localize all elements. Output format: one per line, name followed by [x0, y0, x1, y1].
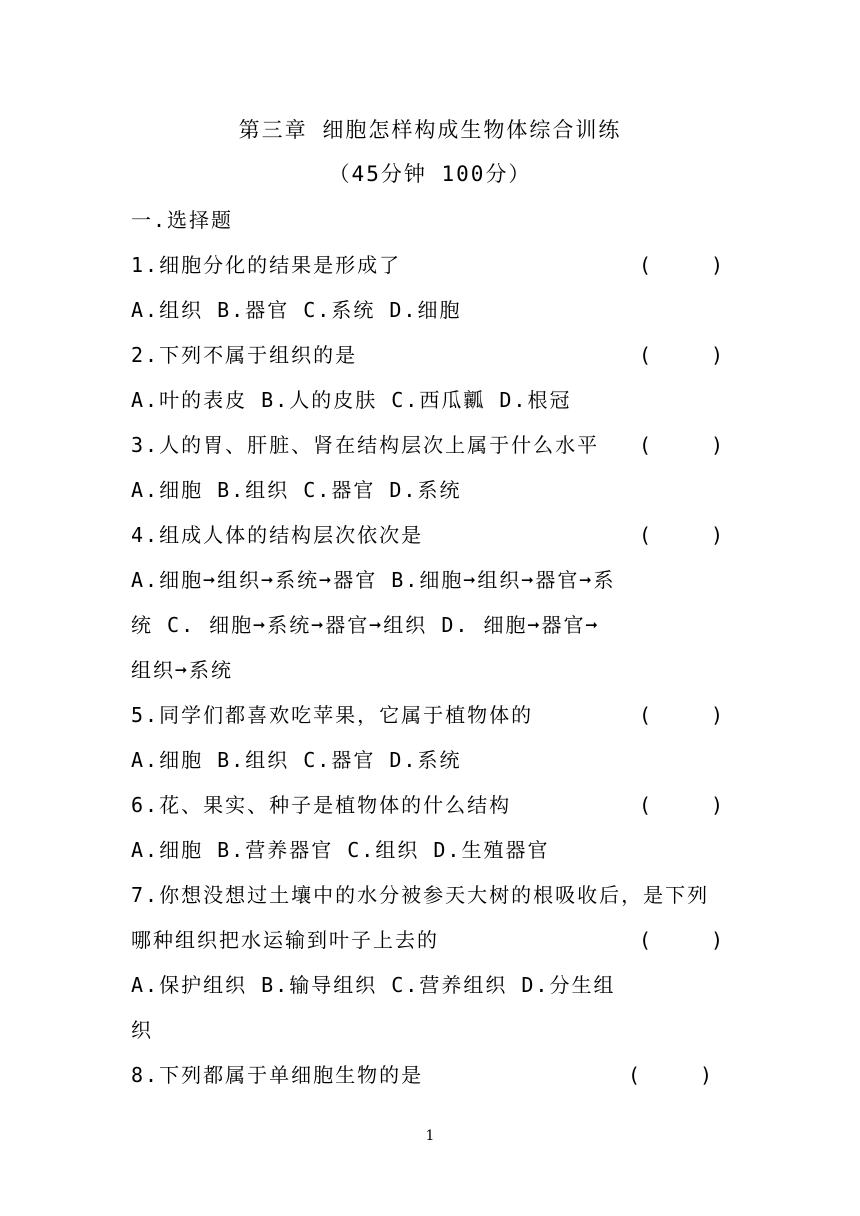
answer-bracket: ( ): [639, 253, 724, 277]
question-1: 1.细胞分化的结果是形成了: [131, 253, 402, 277]
page-subtitle: （45分钟 100分）: [328, 162, 532, 186]
question-6: 6.花、果实、种子是植物体的什么结构: [131, 793, 512, 817]
page-title: 第三章 细胞怎样构成生物体综合训练: [238, 118, 622, 142]
answer-bracket: ( ): [639, 703, 724, 727]
answer-bracket: ( ): [628, 1063, 713, 1087]
question-5-options: A.细胞 B.组织 C.器官 D.系统: [131, 748, 462, 772]
question-2: 2.下列不属于组织的是: [131, 343, 358, 367]
question-4: 4.组成人体的结构层次依次是: [131, 523, 424, 547]
question-4-options: A.细胞➞组织➞系统➞器官 B.细胞➞组织➞器官➞系: [131, 568, 616, 592]
question-8: 8.下列都属于单细胞生物的是: [131, 1063, 424, 1087]
section-heading: 一.选择题: [131, 208, 234, 232]
page-number: 1: [425, 1128, 435, 1144]
answer-bracket: ( ): [639, 523, 724, 547]
question-7-options: 织: [131, 1018, 153, 1042]
question-3: 3.人的胃、肝脏、肾在结构层次上属于什么水平: [131, 433, 600, 457]
question-7: 哪种组织把水运输到叶子上去的: [131, 928, 439, 952]
answer-bracket: ( ): [639, 343, 724, 367]
question-5: 5.同学们都喜欢吃苹果，它属于植物体的: [131, 703, 534, 727]
question-4-options: 统 C. 细胞➞系统➞器官➞组织 D. 细胞➞器官➞: [131, 613, 600, 637]
answer-bracket: ( ): [639, 928, 724, 952]
question-3-options: A.细胞 B.组织 C.器官 D.系统: [131, 478, 462, 502]
answer-bracket: ( ): [639, 793, 724, 817]
question-7-options: A.保护组织 B.输导组织 C.营养组织 D.分生组: [131, 973, 616, 997]
question-7: 7.你想没想过土壤中的水分被参天大树的根吸收后，是下列: [131, 883, 710, 907]
question-2-options: A.叶的表皮 B.人的皮肤 C.西瓜瓤 D.根冠: [131, 388, 572, 412]
question-6-options: A.细胞 B.营养器官 C.组织 D.生殖器官: [131, 838, 550, 862]
answer-bracket: ( ): [639, 433, 724, 457]
question-4-options: 组织➞系统: [131, 658, 234, 682]
question-1-options: A.组织 B.器官 C.系统 D.细胞: [131, 298, 462, 322]
